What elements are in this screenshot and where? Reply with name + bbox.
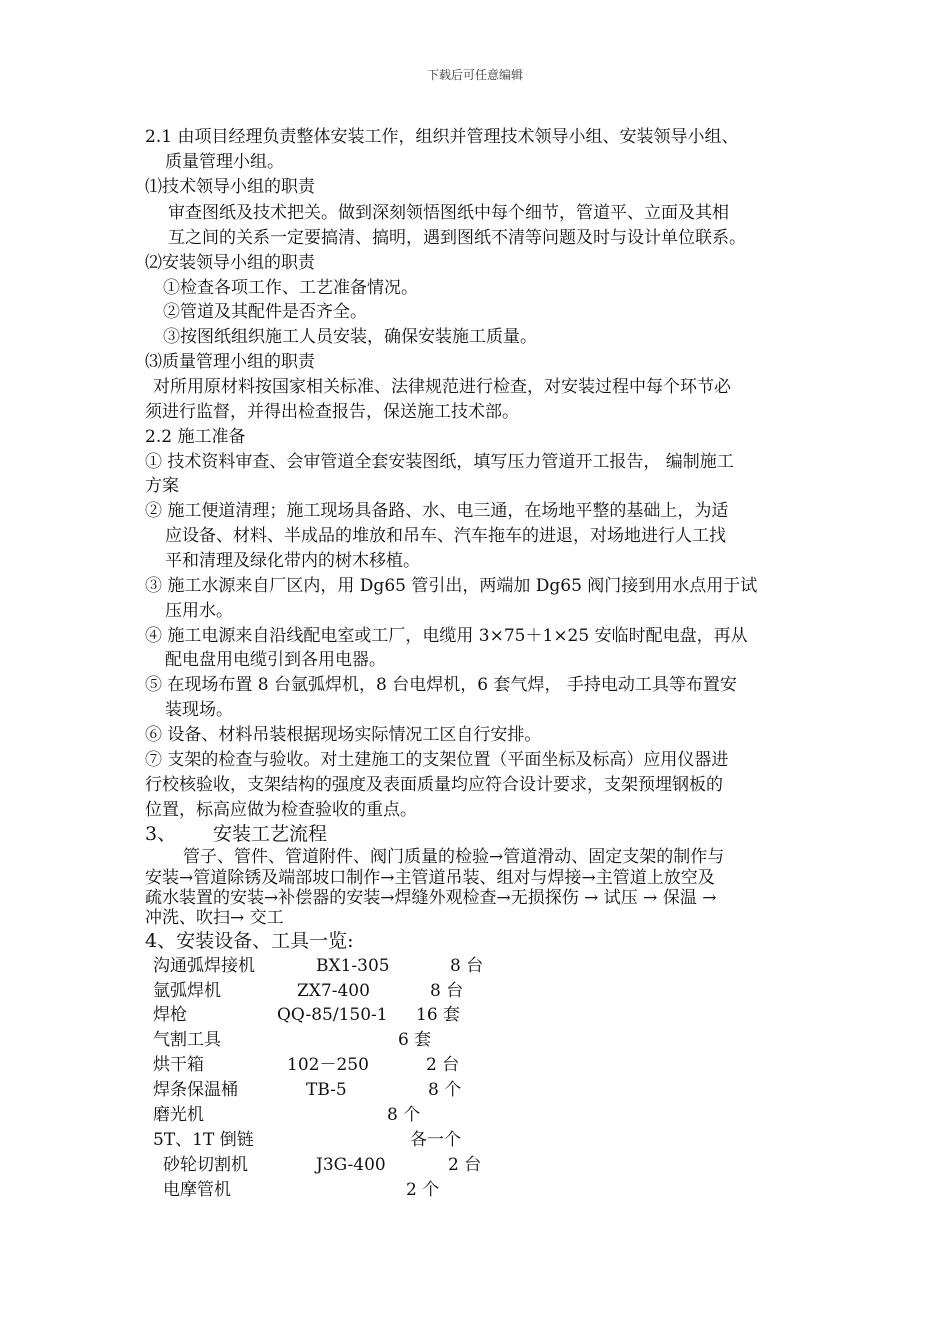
equip-name: 烘干箱 [153,1055,204,1075]
equip-qty: 16 套 [416,1005,461,1025]
equip-name: 沟通弧焊接机 [153,956,255,976]
prep7-line2: 行校核验收，支架结构的强度及表面质量均应符合设计要求，支架预埋钢板的 [145,775,723,795]
s4-title: 4、安装设备、工具一览: [145,930,354,952]
equip-model: ZX7-400 [297,981,370,1001]
equip-qty: 8 台 [450,956,484,976]
s21-line1: 2.1 由项目经理负责整体安装工作，组织并管理技术领导小组、安装领导小组、 [145,127,739,147]
equip-name: 气割工具 [153,1030,221,1050]
equip-name: 氩弧焊机 [153,981,221,1001]
group2-item2: ②管道及其配件是否齐全。 [163,302,367,322]
equip-name: 焊枪 [153,1005,187,1025]
prep4-line2: 配电盘用电缆引到各用电器。 [165,650,386,670]
flow-line1: 管子、管件、管道附件、阀门质量的检验→管道滑动、固定支架的制作与 [183,847,725,867]
s22-title: 2.2 施工准备 [145,427,246,447]
equip-model: TB-5 [306,1080,347,1100]
group3-line2: 须进行监督，并得出检查报告，保送施工技术部。 [145,402,519,422]
prep3-line1: ③ 施工水源来自厂区内，用 Dg65 管引出，两端加 Dg65 阀门接到用水点用于试 [145,576,758,596]
s3-number: 3、 [145,823,177,845]
equip-qty: 2 台 [426,1055,460,1075]
equip-name: 电摩管机 [163,1180,231,1200]
group1-line1: 审查图纸及技术把关。做到深刻领悟图纸中每个细节，管道平、立面及其相 [168,203,729,223]
prep7-line1: ⑦ 支架的检查与验收。对土建施工的支架位置（平面坐标及标高）应用仪器进 [145,750,729,770]
equip-qty: 各一个 [410,1130,461,1150]
equip-name: 5T、1T 倒链 [153,1130,254,1150]
equip-qty: 8 个 [387,1105,421,1125]
group3-line1: 对所用原材料按国家相关标准、法律规范进行检查，对安装过程中每个环节必 [153,377,731,397]
flow-line3: 疏水装置的安装→补偿器的安装→焊缝外观检查→无损探伤 → 试压 → 保温 → [145,888,717,908]
equip-qty: 8 个 [428,1080,462,1100]
group1-title: ⑴技术领导小组的职责 [145,177,315,197]
equip-qty: 6 套 [398,1030,432,1050]
equip-model: QQ-85/150-1 [277,1005,388,1025]
prep7-line3: 位置，标高应做为检查验收的重点。 [145,800,417,820]
equip-name: 磨光机 [153,1105,204,1125]
flow-line4: 冲洗、吹扫→ 交工 [145,908,284,928]
prep4-line1: ④ 施工电源来自沿线配电室或工厂，电缆用 3×75＋1×25 安临时配电盘，再从 [145,626,748,646]
prep6-line1: ⑥ 设备、材料吊装根据现场实际情况工区自行安排。 [145,725,542,745]
equip-qty: 2 个 [406,1180,440,1200]
equip-model: 102－250 [287,1055,369,1075]
group2-item1: ①检查各项工作、工艺准备情况。 [163,278,418,298]
equip-model: J3G-400 [316,1155,386,1175]
equip-name: 砂轮切割机 [163,1155,248,1175]
s3-title: 安装工艺流程 [213,823,328,845]
prep2-line3: 平和清理及绿化带内的树木移植。 [165,551,420,571]
s21-line2: 质量管理小组。 [165,152,284,172]
equip-name: 焊条保温桶 [153,1080,238,1100]
equip-qty: 8 台 [430,981,464,1001]
prep5-line2: 装现场。 [165,700,233,720]
group2-title: ⑵安装领导小组的职责 [145,253,315,273]
prep5-line1: ⑤ 在现场布置 8 台氩弧焊机，8 台电焊机，6 套气焊， 手持电动工具等布置安 [145,675,737,695]
group2-item3: ③按图纸组织施工人员安装，确保安装施工质量。 [163,327,537,347]
prep1-line2: 方案 [145,476,179,496]
equip-qty: 2 台 [448,1155,482,1175]
equip-model: BX1-305 [316,956,390,976]
group1-line2: 互之间的关系一定要搞清、搞明，遇到图纸不清等问题及时与设计单位联系。 [168,228,746,248]
prep3-line2: 压用水。 [165,601,233,621]
group3-title: ⑶质量管理小组的职责 [145,352,315,372]
page-header: 下载后可任意编辑 [426,68,523,82]
prep2-line2: 应设备、材料、半成品的堆放和吊车、汽车拖车的进退，对场地进行人工找 [165,526,726,546]
flow-line2: 安装→管道除锈及端部坡口制作→主管道吊装、组对与焊接→主管道上放空及 [145,868,715,888]
prep2-line1: ② 施工便道清理；施工现场具备路、水、电三通，在场地平整的基础上，为适 [145,501,729,521]
prep1-line1: ① 技术资料审查、会审管道全套安装图纸，填写压力管道开工报告， 编制施工 [145,452,734,472]
